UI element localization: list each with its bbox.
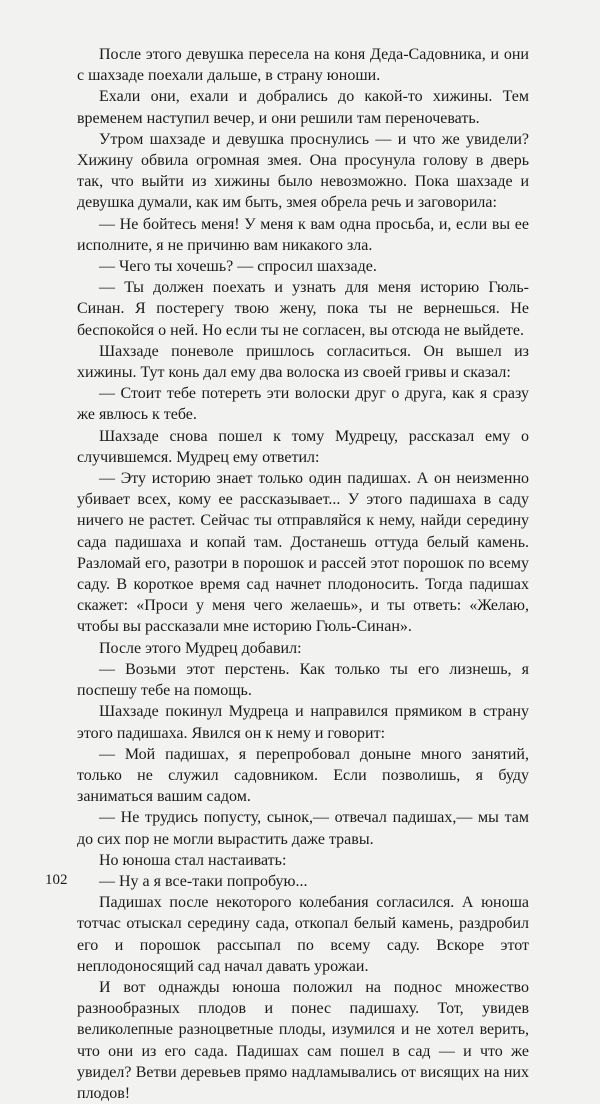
paragraph: И вот однажды юноша положил на поднос множество разнообразных плодов и понес падишаху. Тот, увидев великолепные разноцветные плоды, изумился и не хотел верить, что они из его сада. Падишах сам пошел в сад — и что же увидел? Ветви деревьев прямо надламывались от висящих на них плодов! <box>77 978 529 1102</box>
dialogue-line: — Не бойтесь меня! У меня к вам одна просьба, и, если вы ее исполните, я не причиню вам никакого зла. <box>77 215 529 254</box>
dialogue-line: — Мой падишах, я перепробовал доныне много занятий, только не служил садовником. Если позволишь, я буду заниматься вашим садом. <box>77 745 529 806</box>
page-number: 102 <box>45 872 68 888</box>
dialogue-line: — Возьми этот перстень. Как только ты его лизнешь, я поспешу тебе на помощь. <box>77 660 529 700</box>
paragraph: Падишах после некоторого колебания согласился. А юноша тотчас отыскал середину сада, откопал белый камень, раздробил его и порошок рассыпал по всему саду. Вскоре этот неплодоносящий сад начал давать урожаи. <box>77 894 529 975</box>
paragraph: Ехали они, ехали и добрались до какой-то хижины. Тем временем наступил вечер, и они решили там переночевать. <box>77 88 529 127</box>
paragraph: Шахзаде снова пошел к тому Мудрецу, рассказал ему о случившемся. Мудрец ему ответил: <box>77 427 529 466</box>
paragraph: Утром шахзаде и девушка проснулись — и что же увидели? Хижину обвила огромная змея. Она просунула голову в дверь так, что выйти из хижины было невозможно. Пока шахзаде и девушка думали, как им быть, змея обрела речь и заговорила: <box>77 130 529 212</box>
dialogue-line: — Не трудись попусту, сынок,— отвечал падишах,— мы там до сих пор не могли вырастить даже травы. <box>77 809 529 848</box>
dialogue-line: — Ну а я все-таки попробую... <box>99 872 308 890</box>
paragraph: Шахзаде покинул Мудреца и направился прямиком в страну этого падишаха. Явился он к нему и говорит: <box>77 703 529 742</box>
dialogue-line: — Чего ты хочешь? — спросил шахзаде. <box>99 258 377 276</box>
page-body <box>77 44 529 1104</box>
dialogue-line: — Эту историю знает только один падишах. А он неизменно убивает всех, кому ее рассказывает... У этого падишаха в саду ничего не растет. Сейчас ты отправляйся к нему, найди середину сада падишаха и копай там. Достанешь оттуда белый камень. Разломай его, разотри в порошок и рассей этот порошок по всему саду. В короткое время сад начнет плодоносить. Тогда падишах скажет: «Проси у меня чего желаешь», и ты ответь: «Желаю, чтобы вы рассказали мне историю Гюль-Синан». <box>77 470 529 636</box>
paragraph: Но юноша стал настаивать: <box>99 851 287 869</box>
dialogue-line: — Ты должен поехать и узнать для меня историю Гюль-Синан. Я постерегу твою жену, пока ты не вернешься. Не беспокойся о ней. Но если ты не согласен, вы отсюда не выйдете. <box>77 279 529 339</box>
paragraph: Шахзаде поневоле пришлось согласиться. Он вышел из хижины. Тут конь дал ему два волоска из своей гривы и сказал: <box>77 342 529 382</box>
dialogue-line: — Стоит тебе потереть эти волоски друг о друга, как я сразу же явлюсь к тебе. <box>77 385 529 424</box>
paragraph: После этого девушка пересела на коня Деда-Садовника, и они с шахзаде поехали дальше, в страну юноши. <box>77 46 529 85</box>
paragraph: После этого Мудрец добавил: <box>99 639 302 657</box>
